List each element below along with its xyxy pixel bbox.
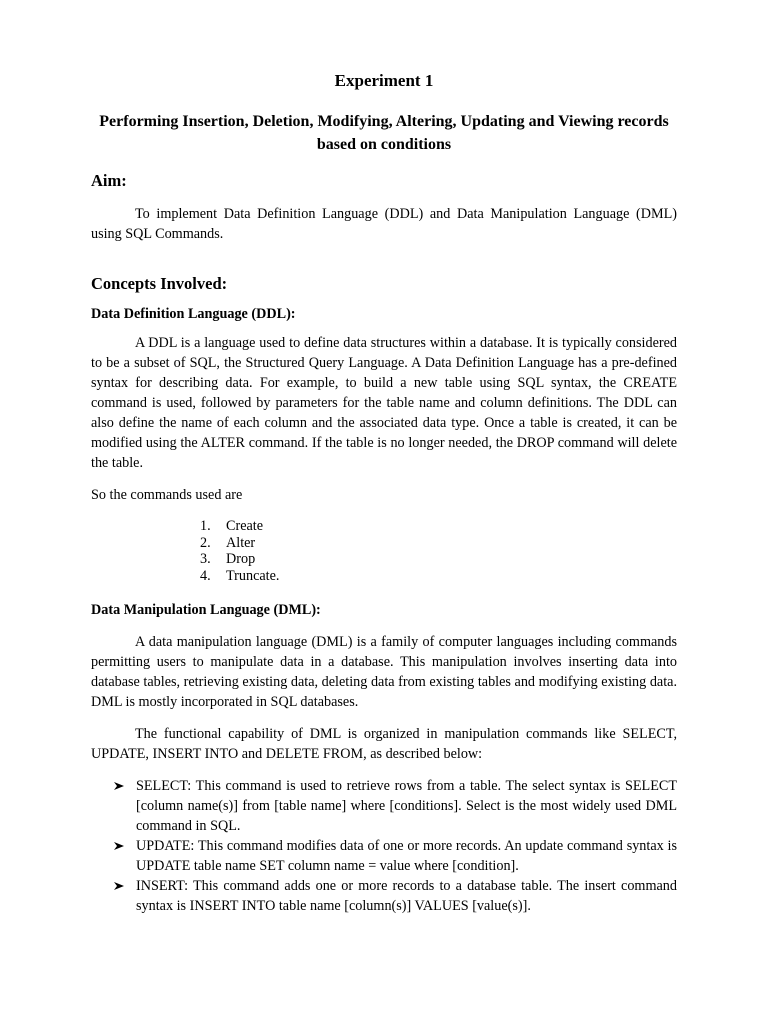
list-item-text: UPDATE: This command modifies data of one or more records. An update command syntax is UPDATE table name SET column name = value where [condition]. — [136, 838, 677, 874]
dml-paragraph-1: A data manipulation language (DML) is a family of computer languages including commands permitting users to manipulate data in a database. This manipulation involves inserting data into database tables, retrieving existing data, deleting data from existing tables and modifying existing data. DML is mostly incorporated in SQL databases. — [91, 634, 677, 710]
list-item — [113, 836, 677, 876]
list-item — [200, 518, 279, 535]
ddl-heading: Data Definition Language (DDL): — [91, 306, 296, 322]
dml-commands-list — [113, 776, 677, 916]
arrow-bullet-icon — [113, 781, 125, 791]
dml-paragraph-2: The functional capability of DML is organized in manipulation commands like SELECT, UPDATE, INSERT INTO and DELETE FROM, as described below: — [91, 726, 677, 762]
list-number: 2. — [200, 534, 211, 551]
ddl-paragraph: A DDL is a language used to define data structures within a database. It is typically considered to be a subset of SQL, the Structured Query Language. A Data Definition Language has a pre-defined syntax for describing data. For example, to build a new table using SQL syntax, the CREATE command is used, followed by parameters for the table name and column definitions. The DDL can also define the name of each column and the associated data type. Once a table is created, it can be modified using the ALTER command. If the table is no longer needed, the DROP command will delete the table. — [91, 335, 677, 471]
ddl-commands-list — [200, 518, 279, 584]
aim-paragraph: To implement Data Definition Language (DDL) and Data Manipulation Language (DML) using SQL Commands. — [91, 206, 677, 242]
list-number: 4. — [200, 567, 211, 584]
page-title: Experiment 1 — [334, 71, 434, 90]
list-item — [113, 776, 677, 836]
list-item — [200, 535, 279, 552]
arrow-bullet-icon — [113, 841, 125, 851]
list-item — [200, 551, 279, 568]
list-item-text: INSERT: This command adds one or more records to a database table. The insert command syntax is INSERT INTO table name [column(s)] VALUES [value(s)]. — [136, 878, 677, 914]
list-number: 1. — [200, 518, 211, 534]
list-item — [200, 568, 279, 585]
ddl-commands-intro: So the commands used are — [91, 487, 243, 503]
arrow-bullet-icon — [113, 881, 125, 891]
list-number: 3. — [200, 551, 211, 567]
list-item-text: Truncate. — [226, 567, 280, 584]
concepts-heading: Concepts Involved: — [91, 274, 228, 293]
list-item-text: SELECT: This command is used to retrieve rows from a table. The select syntax is SELECT [column name(s)] from [table name] where [conditions]. Select is the most widely used DML command in SQL. — [136, 778, 677, 834]
aim-heading: Aim: — [91, 171, 127, 190]
list-item-text: Create — [226, 518, 264, 534]
list-item-text: Alter — [226, 534, 256, 551]
page-subtitle: Performing Insertion, Deletion, Modifying, Altering, Updating and Viewing records based on conditions — [99, 113, 669, 153]
list-item — [113, 876, 677, 916]
list-item-text: Drop — [226, 551, 256, 567]
dml-heading: Data Manipulation Language (DML): — [91, 602, 321, 618]
